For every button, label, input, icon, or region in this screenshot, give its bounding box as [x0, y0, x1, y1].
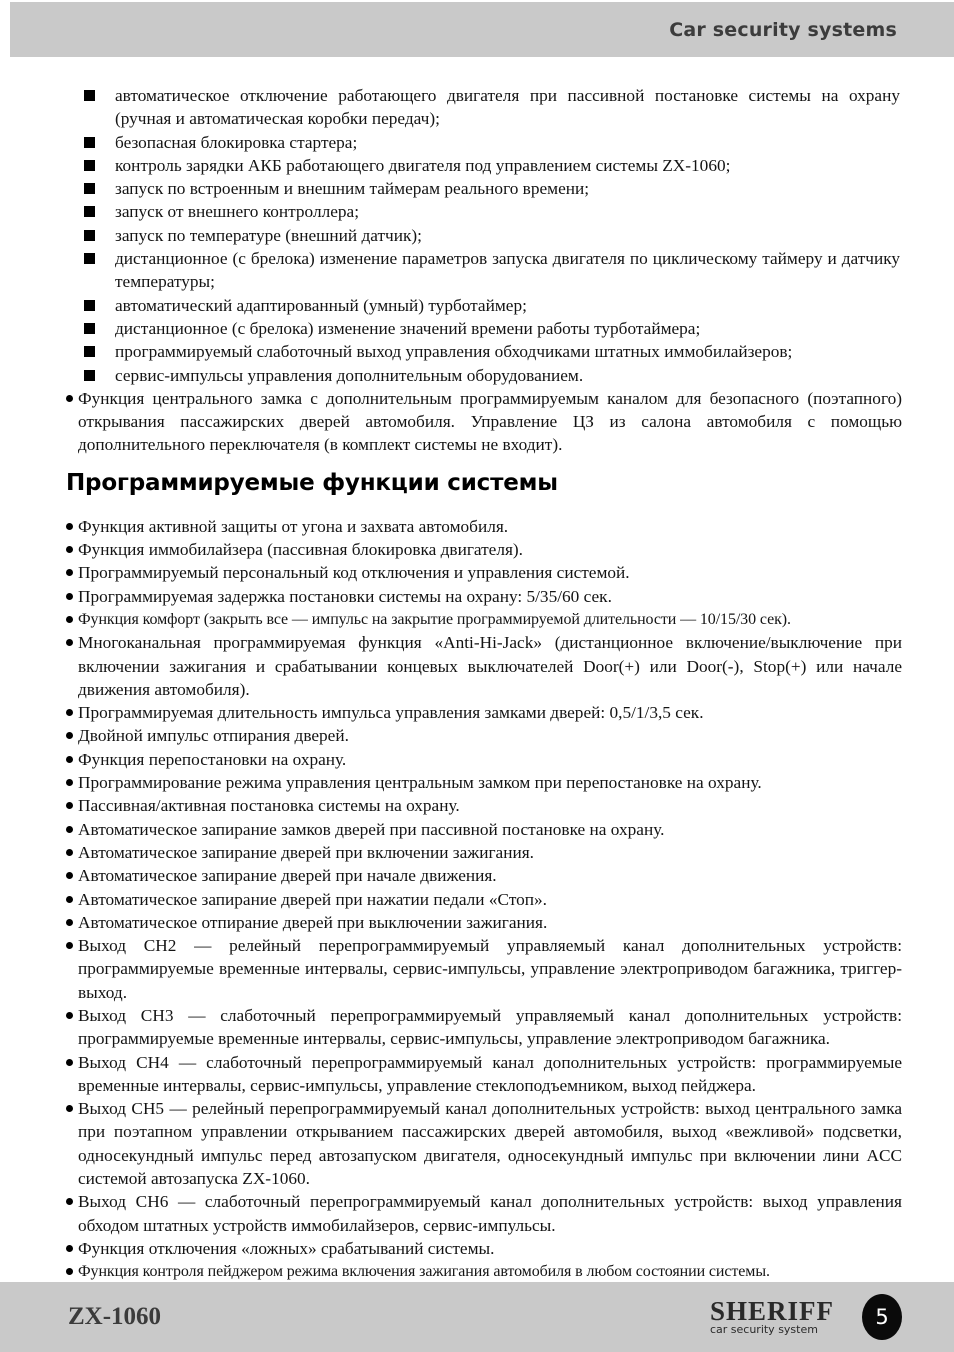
list-item-text: Функция отключения «ложных» срабатываний системы.: [78, 1238, 495, 1258]
round-bullet-icon: [66, 1245, 73, 1252]
list-item: [66, 608, 902, 631]
brand-name: SHERIFF: [709, 1295, 834, 1326]
round-bullet-icon: [66, 942, 73, 949]
list-item-text: Программирование режима управления центральным замком при перепостановке на охрану.: [78, 773, 762, 793]
round-bullet-icon: [66, 1012, 73, 1019]
list-item: [84, 177, 900, 200]
list-item-text: Автоматическое запирание дверей при начале движения.: [78, 866, 497, 886]
page-number-badge: [862, 1294, 902, 1340]
list-item: [66, 701, 902, 724]
list-item-text: Программируемая длительность импульса управления замками дверей: 0,5/1/3,5 сек.: [78, 703, 704, 723]
square-bullet-icon: [84, 206, 95, 217]
page-number: 5: [875, 1305, 889, 1329]
list-item: [66, 911, 902, 934]
list-item-text: Функция активной защиты от угона и захвата автомобиля.: [78, 516, 509, 536]
square-bullet-icon: [84, 323, 95, 334]
round-bullet-icon: [66, 1105, 73, 1112]
square-bullet-icon: [84, 253, 95, 264]
list-item-text: программируемый слаботочный выход управления обходчиками штатных иммобилайзеров;: [115, 342, 793, 362]
round-bullet-icon: [66, 732, 73, 739]
round-bullet-icon: [66, 1198, 73, 1205]
list-item: [66, 934, 902, 1004]
list-item: [66, 794, 902, 817]
footer-model-label: ZX-1060: [68, 1303, 162, 1330]
round-bullet-icon: [66, 523, 73, 530]
intro-feature-list: [0, 84, 954, 387]
list-item-text: Выход CH6 — слаботочный перепрограммируемый канал дополнительных устройств: выход управления обходом штатных устройств иммобилайзеров, сервис-импульсы.: [78, 1192, 902, 1235]
list-item-text: Функция контроля пейджером режима включения зажигания автомобиля в любом состоянии системы.: [78, 1263, 770, 1281]
list-item-text: Автоматическое запирание дверей при включении зажигания.: [78, 842, 534, 862]
list-item: [84, 131, 900, 154]
list-item-text: Выход CH5 — релейный перепрограммируемый канал дополнительных устройств: выход центрального замка при поэтапном управлении открыванием пассажирских дверей автомобиля, выход «вежливой» подсветки, односекундный импульс перед автозапуском двигателя, односекундный импульс при включении лини ACC системой автозапуска ZX-1060.: [78, 1099, 902, 1189]
list-item-text: контроль зарядки АКБ работающего двигателя под управлением системы ZX-1060;: [115, 155, 731, 175]
list-item-text: Автоматическое отпирание дверей при выключении зажигания.: [78, 912, 548, 932]
footer-bar: [0, 1282, 954, 1352]
list-item: [66, 1004, 902, 1051]
footer-right-group: [710, 1294, 902, 1340]
list-item-text: автоматическое отключение работающего двигателя при пассивной постановке системы на охрану (ручная и автоматическая коробки передач);: [115, 86, 900, 129]
list-item: [66, 631, 902, 701]
list-item: [84, 224, 900, 247]
list-item-text: автоматический адаптированный (умный) турботаймер;: [115, 295, 527, 315]
square-bullet-icon: [84, 230, 95, 241]
list-item-text: Двойной импульс отпирания дверей.: [78, 726, 349, 746]
header-bar: [10, 2, 954, 57]
list-item-text: сервис-импульсы управления дополнительным оборудованием.: [115, 365, 584, 385]
round-bullet-icon: [66, 849, 73, 856]
list-item: [84, 317, 900, 340]
brand-tagline: car security system: [709, 1322, 818, 1336]
round-bullet-icon: [66, 709, 73, 716]
list-item-text: запуск по встроенным и внешним таймерам реального времени;: [115, 179, 590, 199]
list-item: [66, 585, 902, 608]
round-bullet-icon: [66, 639, 73, 646]
round-bullet-icon: [66, 546, 73, 553]
round-bullet-icon: [66, 593, 73, 600]
square-bullet-icon: [84, 370, 95, 381]
round-bullet-icon: [66, 779, 73, 786]
list-item: [84, 84, 900, 131]
programmable-functions-list: [0, 515, 954, 1284]
list-item-text: Программируемый персональный код отключения и управления системой.: [78, 563, 630, 583]
list-item-text: Выход CH4 — слаботочный перепрограммируемый канал дополнительных устройств: программируемые временные интервалы, сервис-импульсы, управление стеклоподъемником, выход пейджера.: [78, 1052, 902, 1095]
list-item-text: Программируемая задержка постановки системы на охрану: 5/35/60 сек.: [78, 586, 612, 606]
list-item-text: Выход CH3 — слаботочный перепрограммируемый управляемый канал дополнительных устройств: программируемые временные интервалы, сервис-импульсы, управление электроприводом багажника.: [78, 1005, 902, 1049]
header-title: Car security systems: [669, 18, 897, 41]
list-item: [66, 771, 902, 794]
list-item-text: запуск по температуре (внешний датчик);: [115, 225, 422, 245]
square-bullet-icon: [84, 300, 95, 311]
list-item-text: безопасная блокировка стартера;: [115, 132, 358, 152]
list-item: [66, 1097, 902, 1190]
list-item-text: дистанционное (с брелока) изменение параметров запуска двигателя по циклическому таймеру и датчику температуры;: [115, 249, 900, 292]
list-item-text: Выход CH2 — релейный перепрограммируемый управляемый канал дополнительных устройств: программируемые временные интервалы, сервис-импульсы, управление электроприводом багажника, триггер-выход.: [78, 936, 902, 1002]
sheriff-logo: [709, 1295, 834, 1336]
round-bullet-icon: [66, 872, 73, 879]
list-item-text: Функция комфорт (закрыть все — импульс на закрытие программируемой длительности — 10/15/30 сек).: [78, 610, 791, 628]
list-item-text: Многоканальная программируемая функция «Anti-Hi-Jack» (дистанционное включение/выключение при включении зажигания и срабатывании концевых выключателей Door(+) или Door(-), Stop(+) или начале движения автомобиля).: [78, 633, 902, 699]
round-bullet-icon: [66, 1059, 73, 1066]
list-item: [66, 561, 902, 584]
list-item: [66, 515, 902, 538]
round-bullet-icon: [66, 919, 73, 926]
central-lock-paragraph: [66, 387, 902, 457]
list-item: [84, 154, 900, 177]
list-item: [66, 818, 902, 841]
list-item: [84, 340, 900, 363]
list-item: [66, 724, 902, 747]
square-bullet-icon: [84, 183, 95, 194]
list-item: [66, 1260, 902, 1283]
list-item-text: Автоматическое запирание замков дверей при пассивной постановке на охрану.: [78, 819, 665, 839]
list-item: [66, 1237, 902, 1260]
round-bullet-icon: [66, 826, 73, 833]
round-bullet-icon: [66, 756, 73, 763]
list-item-text: Функция перепостановки на охрану.: [78, 749, 347, 769]
list-item-text: запуск от внешнего контроллера;: [115, 202, 360, 222]
list-item: [84, 364, 900, 387]
list-item: [84, 200, 900, 223]
square-bullet-icon: [84, 160, 95, 171]
list-item: [66, 538, 902, 561]
list-item: [84, 247, 900, 294]
list-item-text: Функция иммобилайзера (пассивная блокировка двигателя).: [78, 540, 524, 560]
round-bullet-icon: [66, 896, 73, 903]
list-item: [66, 888, 902, 911]
central-lock-paragraph-text: Функция центрального замка с дополнительным программируемым каналом для безопасного (поэтапного) открывания пассажирских дверей автомобиля. Управление ЦЗ из салона автомобиля с помощью дополнительного переключателя (в комплект системы не входит).: [78, 388, 902, 455]
round-bullet-icon: [66, 802, 73, 809]
round-bullet-icon: [66, 395, 73, 402]
list-item: [84, 294, 900, 317]
round-bullet-icon: [66, 1268, 73, 1275]
list-item: [66, 1051, 902, 1098]
list-item: [66, 841, 902, 864]
square-bullet-icon: [84, 137, 95, 148]
list-item: [66, 1190, 902, 1237]
list-item: [66, 864, 902, 887]
round-bullet-icon: [66, 616, 73, 623]
page-content: [0, 84, 954, 1284]
round-bullet-icon: [66, 569, 73, 576]
square-bullet-icon: [84, 346, 95, 357]
list-item: [66, 748, 902, 771]
list-item-text: Автоматическое запирание дверей при нажатии педали «Стоп».: [78, 889, 547, 909]
list-item-text: дистанционное (с брелока) изменение значений времени работы турботаймера;: [115, 318, 701, 338]
square-bullet-icon: [84, 90, 95, 101]
list-item-text: Пассивная/активная постановка системы на охрану.: [78, 796, 460, 816]
section-heading: Программируемые функции системы: [66, 469, 558, 496]
